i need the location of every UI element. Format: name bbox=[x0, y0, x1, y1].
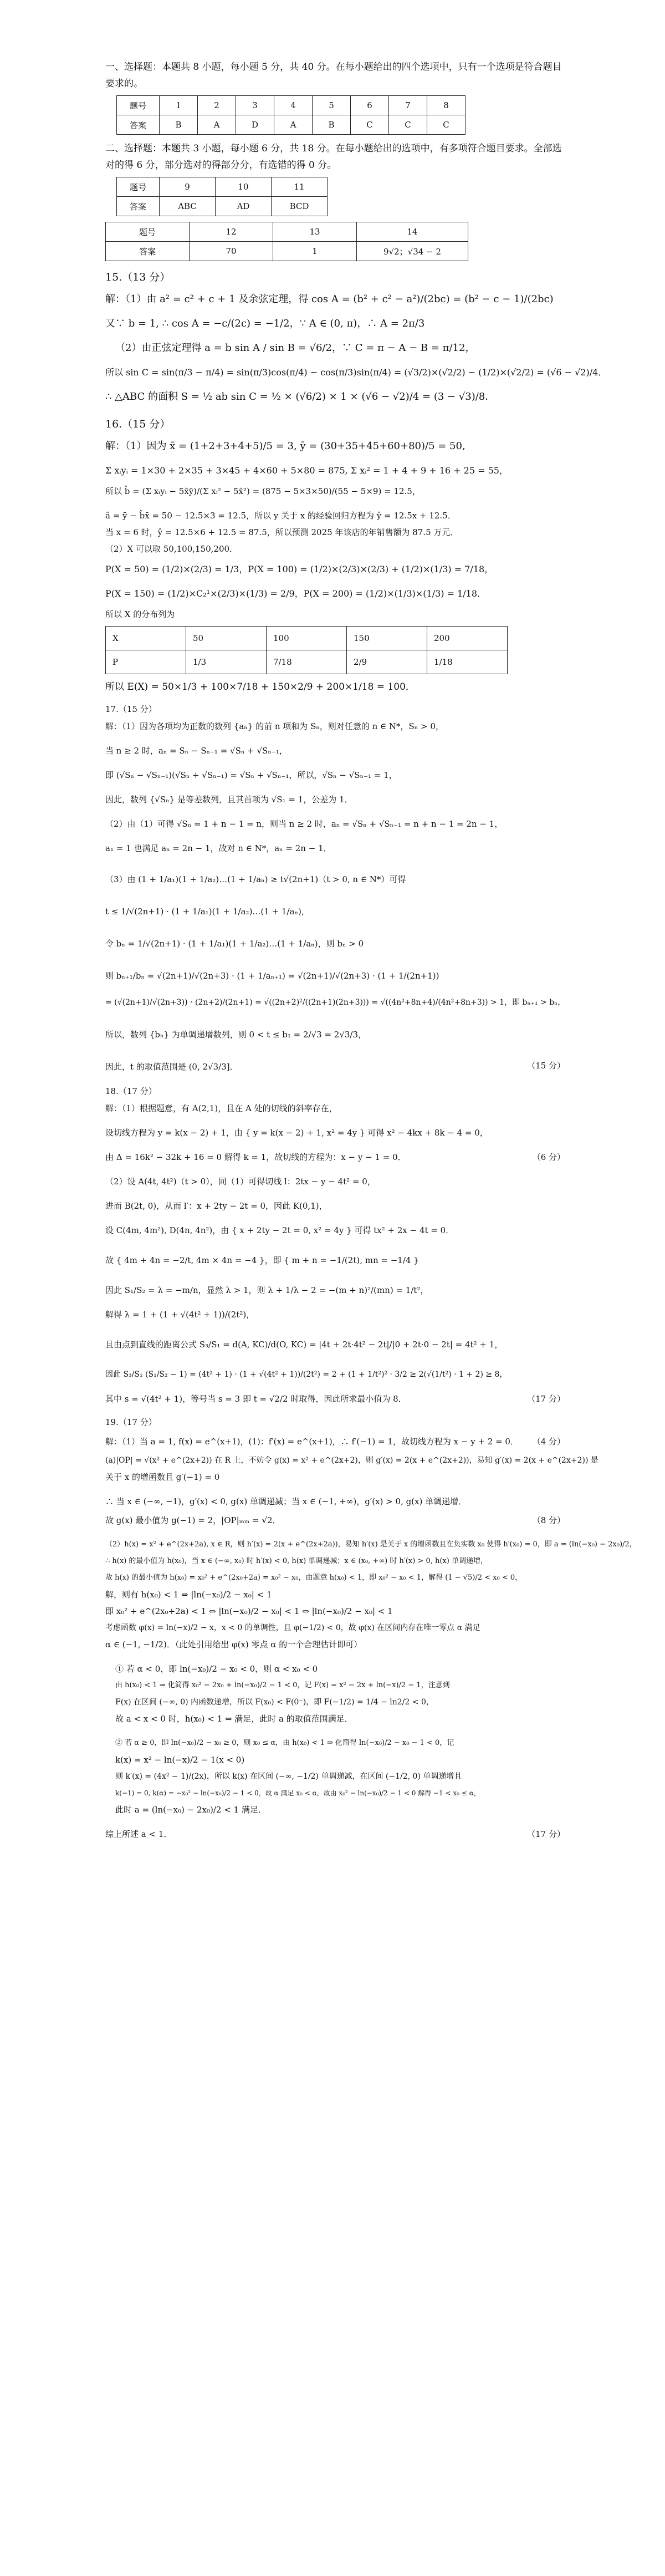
q15-line: ∴ △ABC 的面积 S = ½ ab sin C = ½ × (√6/2) × 1 × (√6 − √2)/4 = (3 − √3)/8． bbox=[105, 391, 495, 403]
table-cell: 2/9 bbox=[347, 650, 427, 674]
q17-line: 则 bₙ₊₁/bₙ = √(2n+1)/√(2n+3) · (1 + 1/aₙ₊₁) = √(2n+1)/√(2n+3) · (1 + 1/(2n+1)) bbox=[105, 971, 439, 981]
q18-score: （17 分） bbox=[527, 1394, 565, 1404]
q16-line: 所以 X 的分布列为 bbox=[105, 609, 175, 619]
table-cell: 7/18 bbox=[267, 650, 347, 674]
q19-line: 解，则有 h(x₀) < 1 ⇔ |ln(−x₀)/2 − x₀| < 1 bbox=[105, 1590, 272, 1600]
q16-line: â = ȳ − b̂x̄ = 50 − 12.5×3 = 12.5，所以 y 关于 x 的经验回归方程为 ŷ = 12.5x + 12.5． bbox=[105, 511, 456, 521]
q19-line: 解：（1）当 a = 1, f(x) = e^(x+1)，(1)：f′(x) = e^(x+1)，∴ f′(−1) = 1，故切线方程为 x − y + 2 = 0． bbox=[105, 1437, 519, 1447]
q15-title: 15.（13 分） bbox=[105, 271, 171, 283]
q19-line: 故 h(x) 的最小值为 h(x₀) = x₀² + e^(2x₀+2a) = x₀² − x₀，由题意 h(x₀) < 1，即 x₀² − x₀ < 1，解得 (1 − √5)/2 < x₀ < 0， bbox=[105, 1574, 523, 1582]
table-cell: 题号 bbox=[106, 222, 190, 242]
q18-line: 因此 S₁/S₂ = λ = −m/n，显然 λ > 1，则 λ + 1/λ − 2 = −(m + n)²/(mn) = 1/t²， bbox=[105, 1285, 429, 1295]
q17-line: = (√(2n+1)/√(2n+3)) · (2n+2)/(2n+1) = √((2n+2)²/((2n+1)(2n+3))) = √((4n²+8n+4)/(4n²+8n+3)) > 1，即 bₙ₊₁ > bₙ， bbox=[105, 998, 566, 1007]
table-cell: A bbox=[274, 115, 313, 135]
q17-line: （3）由 (1 + 1/a₁)(1 + 1/a₂)…(1 + 1/aₙ) ≥ t√(2n+1)（t > 0, n ∈ N*）可得 bbox=[105, 874, 406, 884]
part2-answer-table bbox=[116, 177, 328, 216]
table-cell: 200 bbox=[427, 627, 508, 650]
table-cell: D bbox=[236, 115, 274, 135]
q18-line: （2）设 A(4t, 4t²)（t > 0），同（1）可得切线 l：2tx − y − 4t² = 0， bbox=[105, 1177, 376, 1187]
table-cell: 1/18 bbox=[427, 650, 508, 674]
table-cell: 答案 bbox=[117, 115, 160, 135]
table-cell: 4 bbox=[274, 96, 313, 115]
table-cell: 10 bbox=[216, 177, 272, 197]
table-cell: 100 bbox=[267, 627, 347, 650]
table-cell: 7 bbox=[389, 96, 427, 115]
q17-line: （2）由（1）可得 √Sₙ = 1 + n − 1 = n，则当 n ≥ 2 时，aₙ = √Sₙ + √Sₙ₋₁ = n + n − 1 = 2n − 1， bbox=[105, 819, 503, 829]
table-cell: 13 bbox=[273, 222, 357, 242]
q19-line: 故 g(x) 最小值为 g(−1) = 2，|OP|ₘᵢₙ = √2． bbox=[105, 1515, 281, 1525]
q16-line: Σ xᵢyᵢ = 1×30 + 2×35 + 3×45 + 4×60 + 5×80 = 875, Σ xᵢ² = 1 + 4 + 9 + 16 + 25 = 55， bbox=[105, 465, 508, 476]
table-cell: 14 bbox=[357, 222, 468, 242]
q18-title: 18.（17 分） bbox=[105, 1086, 157, 1096]
table-cell: ABC bbox=[160, 197, 216, 216]
q16-line: 所以 b̂ = (Σ xᵢyᵢ − 5x̄ȳ)/(Σ xᵢ² − 5x̄²) = (875 − 5×3×50)/(55 − 5×9) = 12.5， bbox=[105, 486, 421, 496]
table-cell: AD bbox=[216, 197, 272, 216]
part3-answer-table bbox=[105, 222, 468, 261]
q19-score: （17 分） bbox=[527, 1829, 565, 1839]
q18-line: 解：（1）根据题意，有 A(2,1)，且在 A 处的切线的斜率存在， bbox=[105, 1103, 337, 1113]
table-cell: X bbox=[106, 627, 186, 650]
q17-title: 17.（15 分） bbox=[105, 704, 157, 714]
q17-score: （15 分） bbox=[527, 1061, 565, 1071]
table-row bbox=[106, 222, 468, 242]
table-cell: C bbox=[427, 115, 466, 135]
q17-line: 即 (√Sₙ − √Sₙ₋₁)(√Sₙ + √Sₙ₋₁) = √Sₙ + √Sₙ₋₁，所以，√Sₙ − √Sₙ₋₁ = 1， bbox=[105, 770, 397, 780]
table-cell: 答案 bbox=[106, 242, 190, 261]
q17-line: 所以，数列 {bₙ} 为单调递增数列，则 0 < t ≤ b₁ = 2/√3 = 2√3/3， bbox=[105, 1030, 367, 1040]
table-cell: 3 bbox=[236, 96, 274, 115]
q18-score: （6 分） bbox=[532, 1152, 565, 1162]
q17-line: 因此，t 的取值范围是 (0, 2√3/3]． bbox=[105, 1062, 238, 1072]
q19-line: 考虑函数 φ(x) = ln(−x)/2 − x，x < 0 的单调性，且 φ(−1/2) < 0，故 φ(x) 在区间内存在唯一零点 α 满足 bbox=[105, 1623, 480, 1632]
q19-line: ② 若 α ≥ 0，即 ln(−x₀)/2 − x₀ ≥ 0，则 x₀ ≤ α，由 h(x₀) < 1 ⇒ 化简得 ln(−x₀)/2 − x₀ − 1 < 0，记 bbox=[115, 1739, 454, 1747]
table-cell: A bbox=[198, 115, 236, 135]
q18-line: 设切线方程为 y = k(x − 2) + 1，由 { y = k(x − 2) + 1, x² = 4y } 可得 x² − 4kx + 8k − 4 = 0， bbox=[105, 1128, 488, 1138]
table-row bbox=[106, 650, 508, 674]
q19-line: 综上所述 a < 1． bbox=[105, 1829, 172, 1839]
table-cell: 1 bbox=[160, 96, 198, 115]
table-cell: 答案 bbox=[117, 197, 160, 216]
table-cell: BCD bbox=[272, 197, 328, 216]
part1-title: 一、选择题：本题共 8 小题，每小题 5 分，共 40 分。在每小题给出的四个选项中，只有一个选项是符合题目要求的。 bbox=[105, 62, 562, 89]
q15-line: （2）由正弦定理得 a = b sin A / sin B = √6/2，∵ C = π − A − B = π/12， bbox=[115, 342, 475, 354]
q18-line: 解得 λ = 1 + (1 + √(4t² + 1))/(2t²)， bbox=[105, 1310, 255, 1320]
table-row bbox=[117, 96, 466, 115]
q17-line: 解：（1）因为各项均为正数的数列 {aₙ} 的前 n 项和为 Sₙ，则对任意的 n ∈ N*，Sₙ > 0， bbox=[105, 721, 444, 731]
table-cell: 6 bbox=[351, 96, 389, 115]
q19-line: F(x) 在区间 (−∞, 0) 内函数递增，所以 F(x₀) < F(0⁻)，即 F(−1/2) = 1/4 − ln2/2 < 0， bbox=[115, 1698, 434, 1707]
table-cell: 2 bbox=[198, 96, 236, 115]
q19-line: 此时 a = (ln(−x₀) − 2x₀)/2 < 1 满足． bbox=[115, 1805, 267, 1815]
table-cell: 50 bbox=[186, 627, 267, 650]
table-cell: 70 bbox=[190, 242, 273, 261]
q19-line: k(x) = x² − ln(−x)/2 − 1(x < 0) bbox=[115, 1755, 245, 1765]
q17-line: 令 bₙ = 1/√(2n+1) · (1 + 1/a₁)(1 + 1/a₂)…(1 + 1/aₙ)，则 bₙ > 0 bbox=[105, 939, 364, 949]
q15-line: 所以 sin C = sin(π/3 − π/4) = sin(π/3)cos(π/4) − cos(π/3)sin(π/4) = (√3/2)×(√2/2) − (1/2)×(√2/2) = (√6 − √2)/4． bbox=[105, 367, 607, 378]
table-cell: B bbox=[313, 115, 351, 135]
q16-line: 当 x = 6 时，ŷ = 12.5×6 + 12.5 = 87.5，所以预测 2025 年该店的年销售额为 87.5 万元． bbox=[105, 527, 459, 537]
q19-score: （4 分） bbox=[532, 1437, 565, 1447]
q18-line: 故 { 4m + 4n = −2/t, 4m × 4n = −4 }，即 { m + n = −1/(2t), mn = −1/4 } bbox=[105, 1255, 419, 1265]
q16-line: P(X = 150) = (1/2)×C₂¹×(2/3)×(1/3) = 2/9，P(X = 200) = (1/2)×(1/3)×(1/3) = 1/18． bbox=[105, 588, 487, 599]
q19-line: 即 x₀² + e^(2x₀+2a) < 1 ⇔ |ln(−x₀)/2 − x₀| < 1 ⇔ |ln(−x₀)/2 − x₀| < 1 bbox=[105, 1606, 393, 1616]
part2-title: 二、选择题：本题共 3 小题，每小题 6 分，共 18 分。在每小题给出的选项中，有多项符合题目要求。全部选对的得 6 分，部分选对的得部分分，有选错的得 0 分。 bbox=[105, 143, 562, 171]
q16-line: 解：（1）因为 x̄ = (1+2+3+4+5)/5 = 3, ȳ = (30+35+45+60+80)/5 = 50, bbox=[105, 440, 466, 452]
q19-line: （2）h(x) = x² + e^(2x+2a), x ∈ R，则 h′(x) = 2(x + e^(2x+2a))，易知 h′(x) 是关于 x 的增函数且在负实数 x₀ 使得 h′(x₀) = 0，即 a = (ln(−x₀) − 2x₀)/2， bbox=[105, 1540, 637, 1549]
table-cell: P bbox=[106, 650, 186, 674]
q19-line: 关于 x 的增函数且 g′(−1) = 0 bbox=[105, 1472, 220, 1482]
table-cell: 题号 bbox=[117, 177, 160, 197]
q18-line: 进而 B(2t, 0)，从而 l′：x + 2ty − 2t = 0，因此 K(0,1)， bbox=[105, 1201, 328, 1211]
table-cell: C bbox=[351, 115, 389, 135]
q18-line: 且由点到直线的距离公式 S₃/S₁ = d(A, KC)/d(O, KC) = |4t + 2t·4t² − 2t|/|0 + 2t·0 − 2t| = 4t² + 1， bbox=[105, 1340, 503, 1350]
q18-line: 设 C(4m, 4m²), D(4n, 4n²)，由 { x + 2ty − 2t = 0, x² = 4y } 可得 tx² + 2x − 4t = 0． bbox=[105, 1225, 454, 1235]
table-cell: 5 bbox=[313, 96, 351, 115]
q19-line: 由 h(x₀) < 1 ⇒ 化简得 x₀² − 2x₀ + ln(−x₀)/2 − 1 < 0，记 F(x) = x² − 2x + ln(−x)/2 − 1，注意到 bbox=[115, 1681, 450, 1689]
q19-line: ∴ h(x) 的最小值为 h(x₀)，当 x ∈ (−∞, x₀) 时 h′(x) < 0, h(x) 单调递减；x ∈ (x₀, +∞) 时 h′(x) > 0, h(x) 单调递增， bbox=[105, 1557, 488, 1565]
table-row bbox=[117, 115, 466, 135]
table-cell: 11 bbox=[272, 177, 328, 197]
q16-line: 所以 E(X) = 50×1/3 + 100×7/18 + 150×2/9 + 200×1/18 = 100． bbox=[105, 681, 415, 693]
q19-score: （8 分） bbox=[532, 1515, 565, 1525]
table-row bbox=[106, 627, 508, 650]
table-cell: 9√2；√34 − 2 bbox=[357, 242, 468, 261]
q19-line: (a)|OP| = √(x² + e^(2x+2)) 在 R 上，不妨令 g(x) = x² + e^(2x+2)，则 g′(x) = 2(x + e^(2x+2))，易知 g′(x) = 2(x + e^(2x+2)) 是 bbox=[105, 1456, 598, 1465]
q18-line: 其中 s = √(4t² + 1)，等号当 s = 3 即 t = √2/2 时取得，因此所求最小值为 8． bbox=[105, 1394, 407, 1404]
q16-line: P(X = 50) = (1/2)×(2/3) = 1/3，P(X = 100) = (1/2)×(2/3)×(2/3) + (1/2)×(1/3) = 7/18， bbox=[105, 564, 494, 574]
table-cell: 9 bbox=[160, 177, 216, 197]
table-row bbox=[117, 177, 328, 197]
q19-line: α ∈ (−1, −1/2)．（此处引用给出 φ(x) 零点 α 的一个合理估计即可） bbox=[105, 1640, 362, 1650]
q18-line: 因此 S₃/S₁ (S₁/S₂ − 1) = (4t² + 1) · (1 + √(4t² + 1))/(2t²) = 2 + (1 + 1/t²)² · 3/2 ≥ 2(√(1/t²) · 1 + 2) ≥ 8， bbox=[105, 1370, 508, 1379]
q19-line: k(−1) = 0, k(α) = −x₀² − ln(−x₀)/2 − 1 < 0，故 α 满足 x₀ < α，故由 x₀² − ln(−x₀)/2 − 1 < 0 解得 −1 < x₀ ≤ α， bbox=[115, 1789, 480, 1797]
part1-answer-table bbox=[116, 95, 466, 135]
table-cell: 1/3 bbox=[186, 650, 267, 674]
table-cell: C bbox=[389, 115, 427, 135]
table-row bbox=[117, 197, 328, 216]
table-cell: 1 bbox=[273, 242, 357, 261]
distribution-table bbox=[105, 626, 508, 674]
q19-line: ∴ 当 x ∈ (−∞, −1)，g′(x) < 0, g(x) 单调递减；当 x ∈ (−1, +∞)，g′(x) > 0, g(x) 单调递增． bbox=[105, 1496, 467, 1506]
q15-line: 又∵ b = 1, ∴ cos A = −c/(2c) = −1/2，∵ A ∈ (0, π)，∴ A = 2π/3 bbox=[105, 318, 425, 329]
q19-line: ① 若 α < 0，即 ln(−x₀)/2 − x₀ < 0，则 α < x₀ < 0 bbox=[115, 1664, 318, 1674]
table-cell: 12 bbox=[190, 222, 273, 242]
table-cell: 题号 bbox=[117, 96, 160, 115]
q17-line: t ≤ 1/√(2n+1) · (1 + 1/a₁)(1 + 1/a₂)…(1 + 1/aₙ)， bbox=[105, 907, 310, 917]
table-cell: B bbox=[160, 115, 198, 135]
q15-line: 解：（1）由 a² = c² + c + 1 及余弦定理，得 cos A = (b² + c² − a²)/(2bc) = (b² − c − 1)/(2bc) bbox=[105, 293, 554, 305]
q17-line: 因此，数列 {√Sₙ} 是等差数列，且其首项为 √S₁ = 1，公差为 1． bbox=[105, 795, 353, 805]
q19-line: 故 a < x < 0 时，h(x₀) < 1 ⇔ 满足，此时 a 的取值范围满足． bbox=[115, 1714, 353, 1724]
q19-line: 则 k′(x) = (4x² − 1)/(2x)，所以 k(x) 在区间 (−∞, −1/2) 单调递减，在区间 (−1/2, 0) 单调递增且 bbox=[115, 1772, 462, 1781]
q16-line: （2）X 可以取 50,100,150,200． bbox=[105, 544, 238, 554]
q16-title: 16.（15 分） bbox=[105, 418, 171, 430]
q19-title: 19.（17 分） bbox=[105, 1417, 157, 1427]
q18-line: 由 Δ = 16k² − 32k + 16 = 0 解得 k = 1，故切线的方程为：x − y − 1 = 0． bbox=[105, 1152, 406, 1162]
table-row bbox=[106, 242, 468, 261]
table-cell: 150 bbox=[347, 627, 427, 650]
q17-line: 当 n ≥ 2 时，aₙ = Sₙ − Sₙ₋₁ = √Sₙ + √Sₙ₋₁， bbox=[105, 746, 288, 756]
q17-line: a₁ = 1 也满足 aₙ = 2n − 1，故对 n ∈ N*，aₙ = 2n − 1． bbox=[105, 843, 332, 853]
table-cell: 8 bbox=[427, 96, 466, 115]
